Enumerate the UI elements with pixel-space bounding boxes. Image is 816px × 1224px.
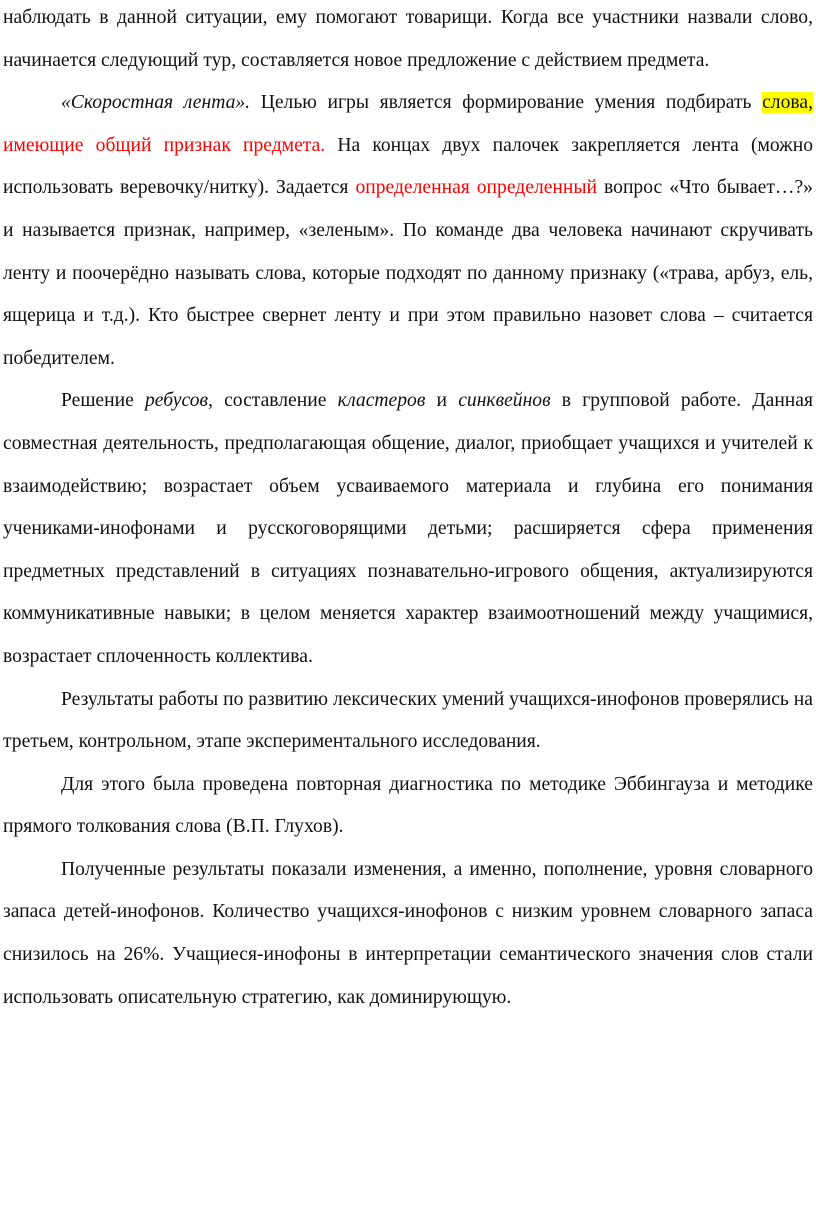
paragraph-text: и [425, 390, 459, 412]
paragraph-text: Целью игры является формирование умения подбирать [250, 92, 763, 114]
paragraph-results [3, 679, 813, 764]
red-phrase: имеющие общий признак предмета. [3, 134, 326, 156]
italic-term: синквейнов [458, 390, 551, 412]
highlighted-word: слова, [762, 92, 813, 114]
paragraph-text: , составление [208, 390, 338, 412]
paragraph-text: в групповой работе. Данная совместная деятельность, предполагающая общение, диалог, приобщает учащихся и учителей к взаимодействию; возрастает объем усваиваемого материала и глубина его понимания учениками-инофонами и русскоговорящими детьми; расширяется сфера применения предметных представлений в ситуациях познавательно-игрового общения, актуализируются коммуникативные навыки; в целом меняется характер взаимоотношений между учащимися, возрастает сплоченность коллектива. [3, 390, 813, 667]
italic-term: кластеров [337, 390, 426, 412]
paragraph-text: На концах двух палочек закрепляется лента (можно использовать веревочку/нитку). Задается [3, 134, 813, 199]
paragraph-text: Полученные результаты показали изменения, а именно, пополнение, уровня словарного запаса детей-инофонов. Количество учащихся-инофонов с низким уровнем словарного запаса снизилось на 26%. Учащиеся-инофоны в интерпретации семантического значения слов стали использовать описательную стратегию, как доминирующую. [3, 858, 813, 1008]
paragraph-text: вопрос «Что бывает…?» и называется признак, например, «зеленым». По команде два человека начинают скручивать ленту и поочерёдно называть слова, которые подходят по данному признаку («трава, арбуз, ель, ящерица и т.д.). Кто быстрее свернет ленту и при этом правильно назовет слова – считается победителем. [3, 177, 813, 369]
paragraph-text: Решение [61, 390, 145, 412]
paragraph-diagnostics [3, 764, 813, 849]
paragraph-text: Для этого была проведена повторная диагностика по методике Эббингауза и методике прямого толкования слова (В.П. Глухов). [3, 773, 813, 838]
paragraph-speed-ribbon-game [3, 82, 813, 380]
paragraph-continuation [3, 0, 813, 82]
italic-term: ребусов [144, 390, 209, 412]
red-phrase: определенная определенный [355, 177, 598, 199]
game-title: «Скоростная лента». [61, 92, 251, 114]
paragraph-group-work [3, 380, 813, 678]
paragraph-text: Результаты работы по развитию лексических умений учащихся-инофонов проверялись на третьем, контрольном, этапе экспериментального исследования. [3, 688, 813, 753]
paragraph-outcomes [3, 849, 813, 1019]
paragraph-text: наблюдать в данной ситуации, ему помогают товарищи. Когда все участники назвали слово, начинается следующий тур, составляется новое предложение с действием предмета. [3, 7, 813, 71]
